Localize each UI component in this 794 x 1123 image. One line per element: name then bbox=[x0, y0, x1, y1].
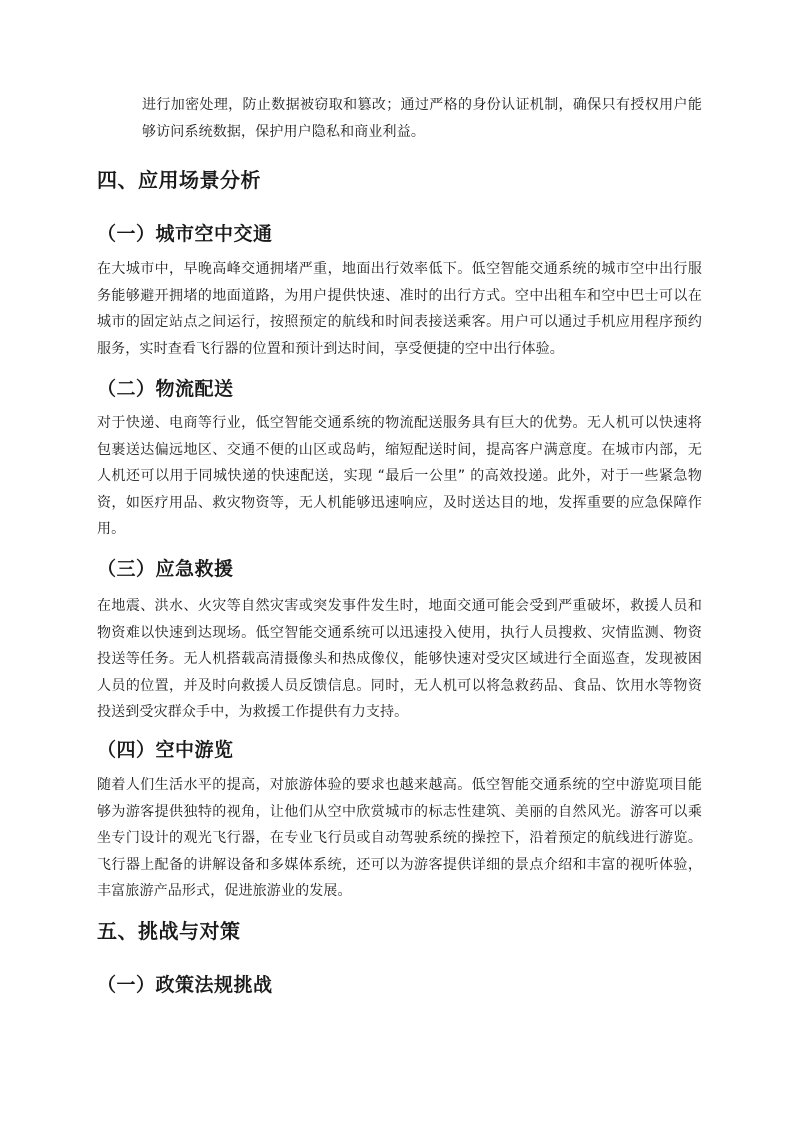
section-4-4-paragraph: 随着人们生活水平的提高，对旅游体验的要求也越来越高。低空智能交通系统的空中游览项目能够为游客提供独特的视角，让他们从空中欣赏城市的标志性建筑、美丽的自然风光。游客可以乘坐专门设计的观光飞行器，在专业飞行员或自动驾驶系统的操控下，沿着预定的航线进行游览。飞行器上配备的讲解设备和多媒体系统，还可以为游客提供详细的景点介绍和丰富的视听体验，丰富旅游产品形式，促进旅游业的发展。 bbox=[97, 777, 702, 899]
section-4-heading: 四、应用场景分析 bbox=[97, 168, 261, 192]
section-4-4-heading: （四）空中游览 bbox=[97, 739, 234, 761]
section-4-2-heading: （二）物流配送 bbox=[97, 378, 234, 400]
section-5-heading: 五、挑战与对策 bbox=[97, 919, 241, 943]
section-4-3-paragraph: 在地震、洪水、火灾等自然灾害或突发事件发生时，地面交通可能会受到严重破坏，救援人员和物资难以快速到达现场。低空智能交通系统可以迅速投入使用，执行人员搜救、灾情监测、物资投送等任务。无人机搭载高清摄像头和热成像仪，能够快速对受灾区域进行全面巡查，发现被困人员的位置，并及时向救援人员反馈信息。同时，无人机可以将急救药品、食品、饮用水等物资投送到受灾群众手中，为救援工作提供有力支持。 bbox=[97, 598, 702, 720]
section-4-2-paragraph: 对于快递、电商等行业，低空智能交通系统的物流配送服务具有巨大的优势。无人机可以快速将包裹送达偏远地区、交通不便的山区或岛屿，缩短配送时间，提高客户满意度。在城市内部，无人机还可以用于同城快递的快速配送，实现 “最后一公里” 的高效投递。此外，对于一些紧急物资，如医疗用品、救灾物资等，无人机能够迅速响应，及时送达目的地，发挥重要的应急保障作用。 bbox=[97, 415, 702, 537]
section-4-1-heading: （一）城市空中交通 bbox=[97, 223, 273, 245]
section-5-1-heading: （一）政策法规挑战 bbox=[97, 974, 273, 996]
intro-paragraph: 进行加密处理，防止数据被窃取和篡改；通过严格的身份认证机制，确保只有授权用户能够访问系统数据，保护用户隐私和商业利益。 bbox=[142, 97, 702, 140]
section-4-1-paragraph: 在大城市中，早晚高峰交通拥堵严重，地面出行效率低下。低空智能交通系统的城市空中出行服务能够避开拥堵的地面道路，为用户提供快速、准时的出行方式。空中出租车和空中巴士可以在城市的固定站点之间运行，按照预定的航线和时间表接送乘客。用户可以通过手机应用程序预约服务，实时查看飞行器的位置和预计到达时间，享受便捷的空中出行体验。 bbox=[97, 261, 702, 357]
section-4-3-heading: （三）应急救援 bbox=[97, 558, 234, 580]
